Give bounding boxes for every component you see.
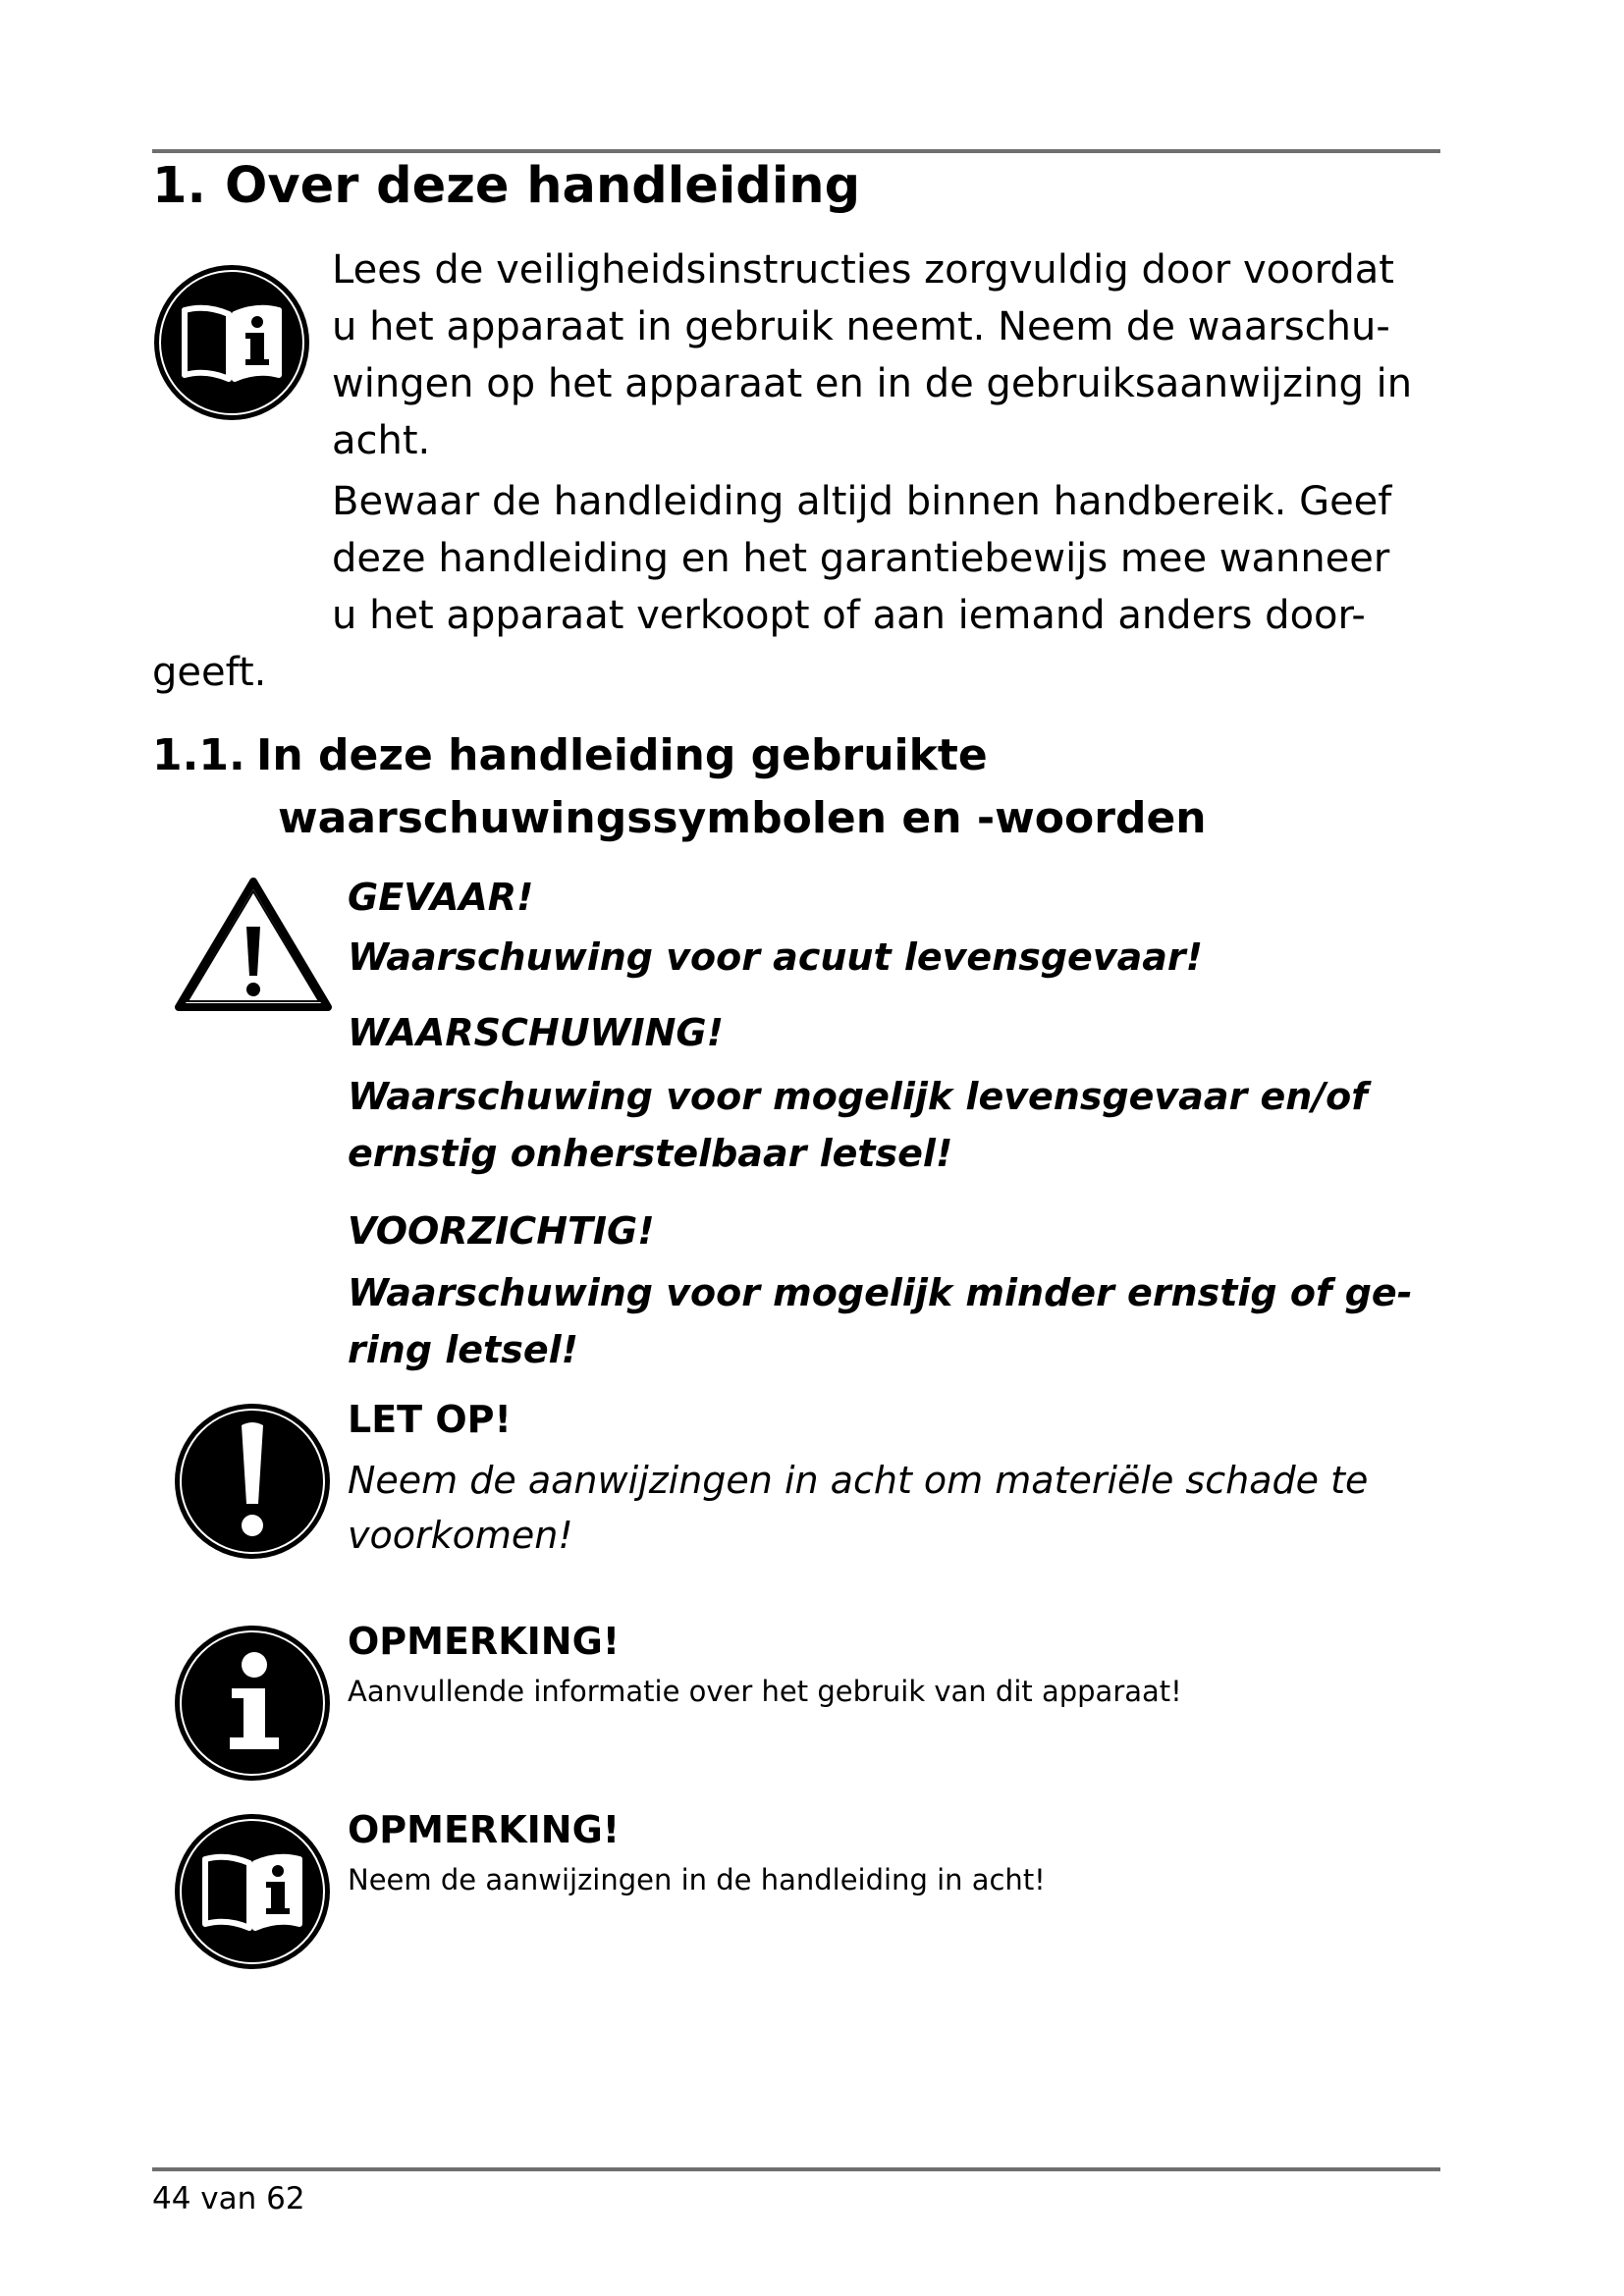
attention-desc: [348, 1453, 1368, 1563]
caution-word: VOORZICHTIG!: [348, 1209, 655, 1253]
info-icon: [173, 1624, 332, 1783]
note2-desc: Neem de aanwijzingen in de handleiding in acht!: [348, 1863, 1046, 1896]
subsection-title: [152, 724, 1207, 850]
top-divider: [152, 149, 1440, 153]
caution-desc: [348, 1264, 1412, 1378]
caution-desc-line: Waarschuwing voor mogelijk minder ernstig of ge-: [348, 1271, 1413, 1314]
keep-paragraph: [332, 473, 1391, 644]
intro-line: Lees de veiligheidsinstructies zorgvuldig door voordat: [332, 247, 1394, 293]
book-info-icon: [173, 1812, 332, 1971]
danger-desc: Waarschuwing voor acuut levensgevaar!: [348, 935, 1203, 979]
warning-desc: [348, 1068, 1368, 1182]
intro-line: wingen op het apparaat en in de gebruiksaanwijzing in: [332, 361, 1413, 406]
note1-desc: Aanvullende informatie over het gebruik van dit apparaat!: [348, 1675, 1182, 1708]
keep-line: deze handleiding en het garantiebewijs mee wanneer: [332, 536, 1390, 581]
attention-desc-line: voorkomen!: [348, 1514, 573, 1557]
keep-line: u het apparaat verkoopt of aan iemand anders door-: [332, 593, 1366, 638]
attention-word: LET OP!: [348, 1398, 512, 1441]
danger-word: GEVAAR!: [348, 876, 534, 919]
bottom-divider: [152, 2167, 1440, 2171]
note1-word: OPMERKING!: [348, 1620, 621, 1663]
intro-line: u het apparaat in gebruik neemt. Neem de waarschu-: [332, 304, 1390, 349]
section-number: 1.: [152, 157, 206, 215]
subsection-number: 1.1.: [152, 730, 245, 780]
warning-word: WAARSCHUWING!: [348, 1011, 724, 1054]
warning-desc-line: Waarschuwing voor mogelijk levensgevaar en/of: [348, 1075, 1368, 1118]
intro-line: acht.: [332, 418, 431, 463]
caution-desc-line: ring letsel!: [348, 1328, 578, 1371]
page-number: 44 van 62: [152, 2181, 305, 2216]
keep-line: Bewaar de handleiding altijd binnen handbereik. Geef: [332, 479, 1392, 524]
section-title: Over deze handleiding: [225, 157, 861, 215]
exclamation-icon: [173, 1402, 332, 1561]
keep-line-last: geeft.: [152, 650, 267, 695]
note2-word: OPMERKING!: [348, 1808, 621, 1851]
warning-desc-line: ernstig onherstelbaar letsel!: [348, 1132, 953, 1175]
subsection-title-line1: In deze handleiding gebruikte: [256, 730, 988, 780]
attention-desc-line: Neem de aanwijzingen in acht om materiële schade te: [348, 1459, 1369, 1502]
intro-paragraph: [332, 241, 1412, 469]
book-info-icon: [152, 263, 311, 422]
page-title: [152, 157, 860, 215]
subsection-title-line2: waarschuwingssymbolen en -woorden: [278, 793, 1207, 843]
warning-triangle-icon: [173, 876, 334, 1013]
